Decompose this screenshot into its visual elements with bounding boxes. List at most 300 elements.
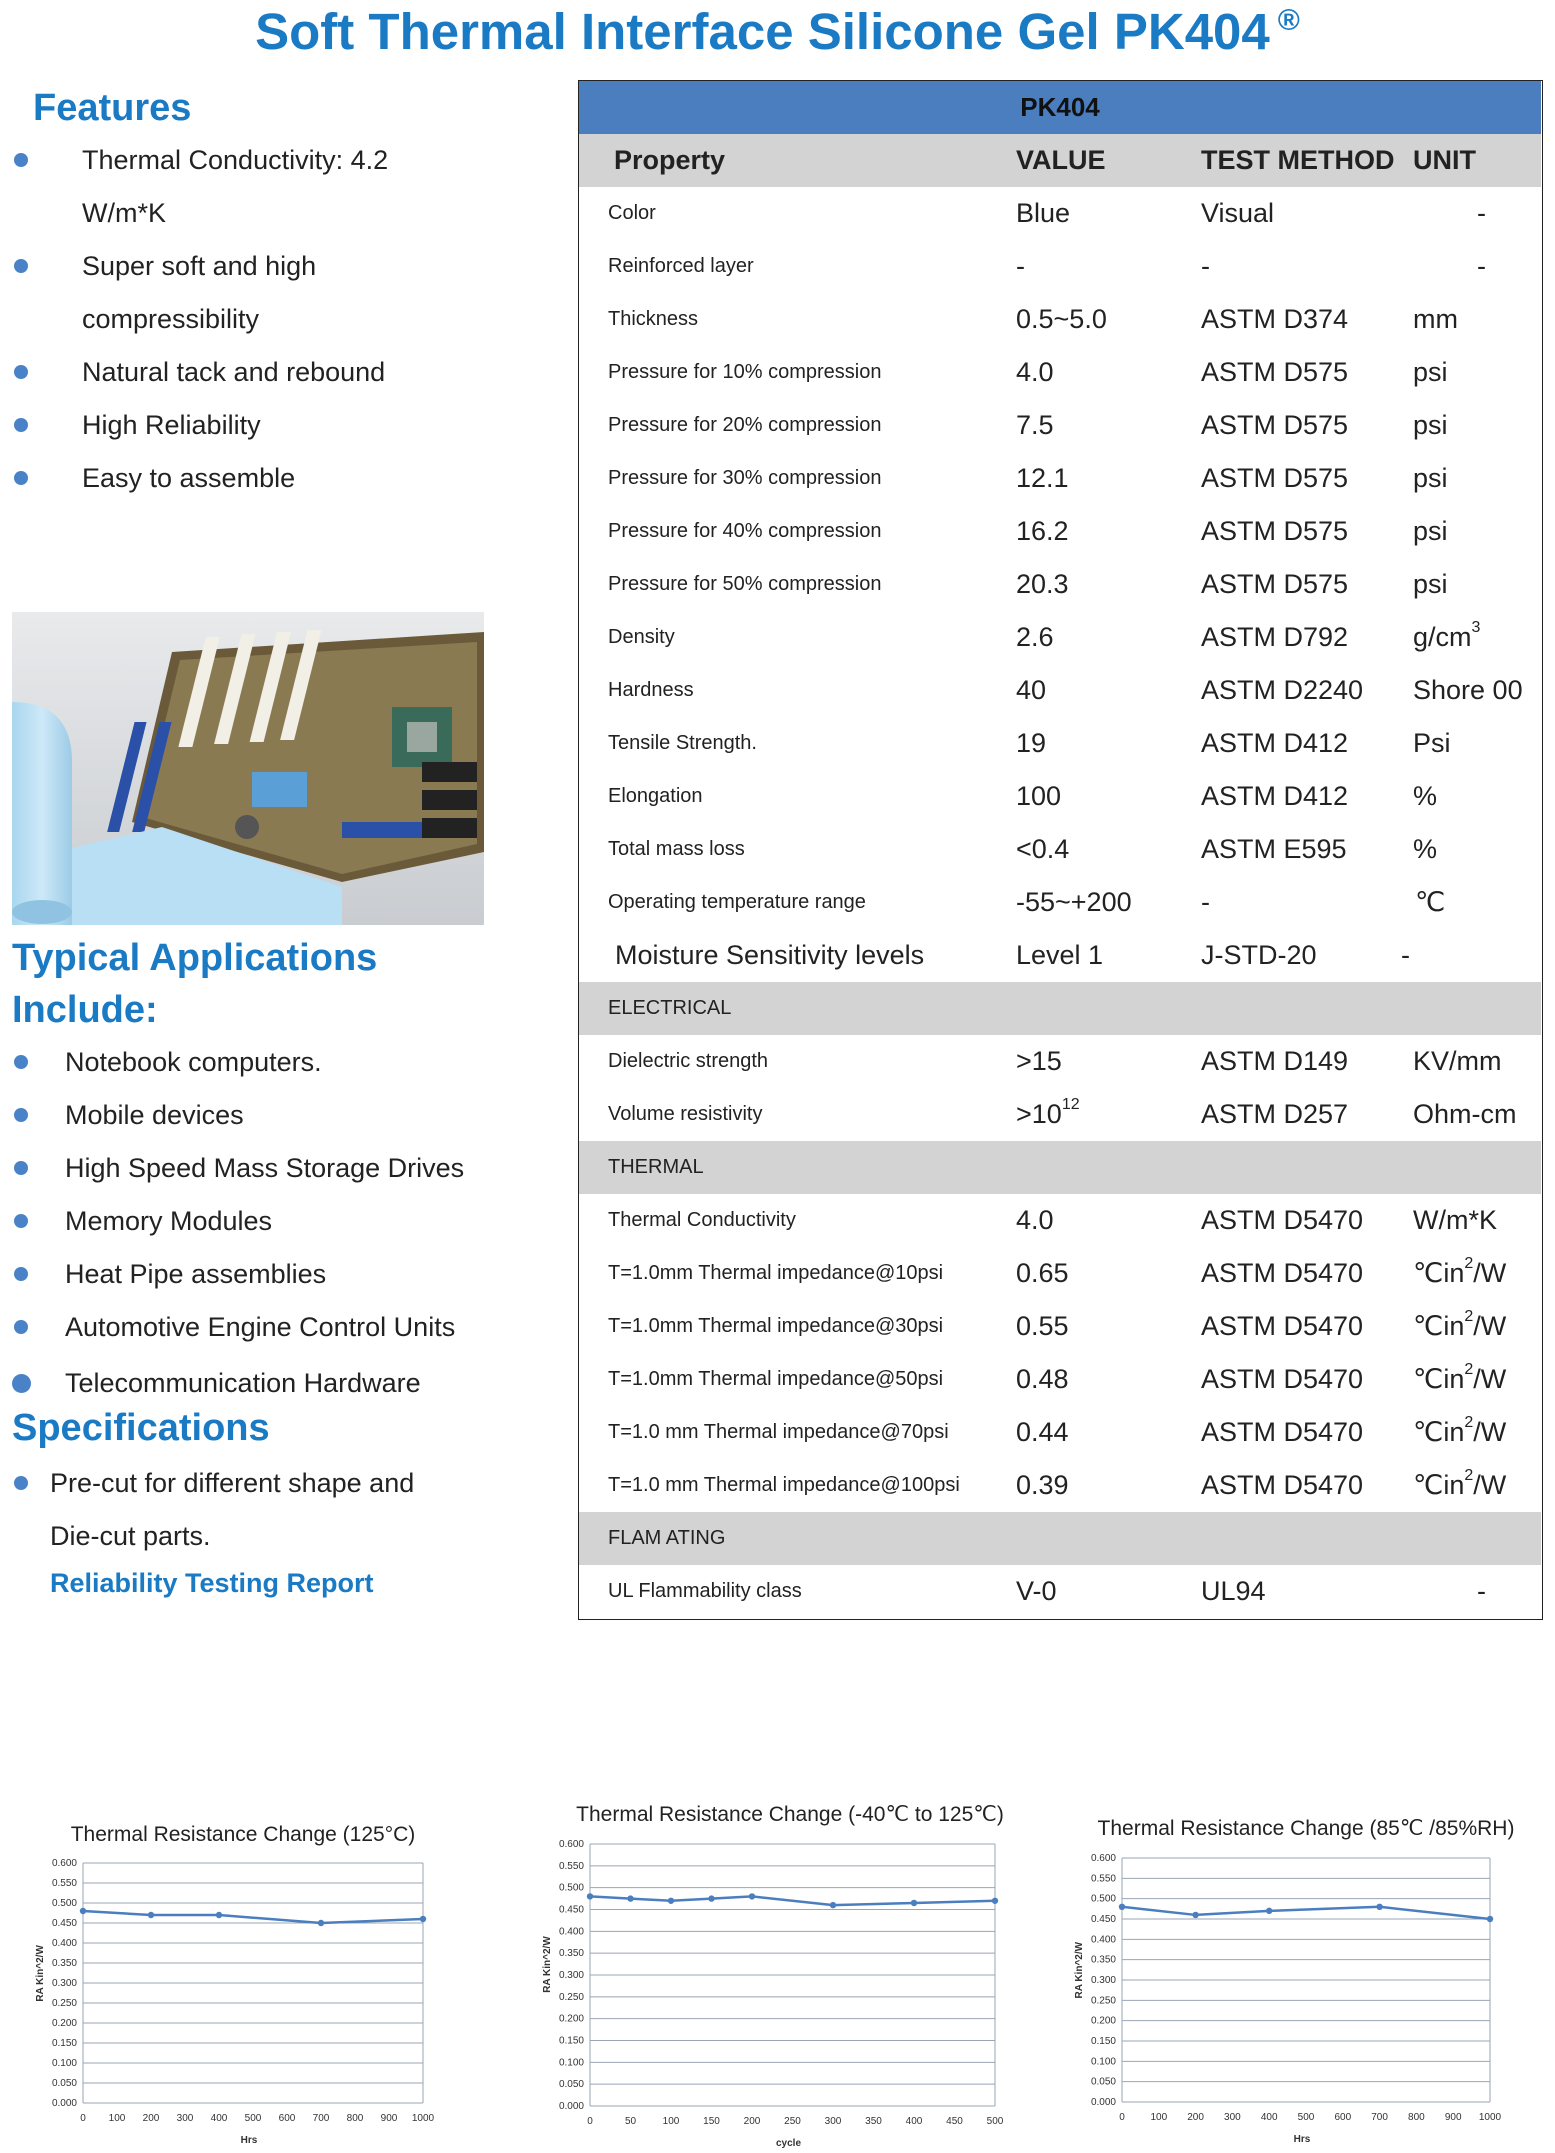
value-text: 0.48 (1016, 1364, 1069, 1394)
list-item-continuation: compressibility (82, 304, 260, 334)
table-row (579, 1035, 1541, 1088)
unit-text: psi (1413, 516, 1448, 546)
specifications-heading: Specifications (12, 1407, 270, 1449)
value-cell (1016, 664, 1046, 717)
value-cell (1016, 1300, 1069, 1353)
value-cell (1016, 505, 1069, 558)
value-text: 20.3 (1016, 569, 1069, 599)
data-point (80, 1908, 86, 1914)
unit-text: KV/mm (1413, 1046, 1502, 1076)
table-row (579, 611, 1541, 664)
method-cell: ASTM D2240 (1201, 675, 1364, 705)
value-text: 4.0 (1016, 1205, 1054, 1235)
bullet-icon (14, 1108, 28, 1122)
value-text: 2.6 (1016, 622, 1054, 652)
property-cell: T=1.0mm Thermal impedance@50psi (608, 1368, 944, 1390)
chart-title: Thermal Resistance Change (85℃ /85%RH) (1097, 1817, 1515, 1840)
x-tick-label: 600 (278, 2113, 296, 2124)
unit-text: - (1477, 198, 1486, 228)
property-cell: Hardness (608, 679, 694, 701)
col-header-method: TEST METHOD (1201, 145, 1395, 175)
list-item: Automotive Engine Control Units (14, 1301, 554, 1354)
unit-cell (1401, 929, 1410, 982)
y-axis-label: RA Kin^2/W (35, 1945, 46, 2002)
unit-cell (1477, 1565, 1486, 1618)
unit-cell (1413, 1088, 1517, 1141)
value-text: 4.0 (1016, 357, 1054, 387)
bullet-icon (14, 418, 28, 432)
data-point (627, 1895, 633, 1901)
col-header-unit: UNIT (1413, 145, 1476, 175)
method-cell: ASTM D374 (1201, 304, 1349, 334)
unit-cell (1413, 611, 1480, 664)
value-text: 100 (1016, 781, 1062, 811)
property-cell: UL Flammability class (608, 1580, 802, 1602)
value-text: Level 1 (1016, 940, 1104, 970)
property-cell: Pressure for 30% compression (608, 467, 882, 489)
value-text: 7.5 (1016, 410, 1054, 440)
unit-text: W/m*K (1413, 1205, 1497, 1235)
unit-text: ℃in (1413, 1417, 1465, 1447)
unit-cell (1413, 399, 1448, 452)
unit-cell (1413, 558, 1448, 611)
unit-text: mm (1413, 304, 1458, 334)
value-cell (1016, 1565, 1057, 1618)
data-point (420, 1916, 426, 1922)
table-section-row (579, 1141, 1541, 1194)
unit-cell (1413, 770, 1437, 823)
unit-text: Shore 00 (1413, 675, 1523, 705)
y-tick-label: 0.400 (51, 1938, 77, 1949)
value-text: >10 (1016, 1099, 1062, 1129)
bullet-icon (14, 1161, 28, 1175)
list-item: Thermal Conductivity: 4.2 (14, 134, 514, 187)
data-point (587, 1893, 593, 1899)
data-point (216, 1912, 222, 1918)
x-tick-label: 900 (380, 2113, 398, 2124)
unit-text: - (1477, 1576, 1486, 1606)
method-cell: ASTM D575 (1201, 463, 1349, 493)
table-row (579, 1194, 1541, 1247)
x-tick-label: 1000 (411, 2113, 435, 2124)
y-tick-label: 0.200 (1090, 2015, 1116, 2027)
unit-exponent: 2 (1464, 1361, 1474, 1378)
bullet-icon (14, 1320, 28, 1334)
section-label: THERMAL (608, 1156, 704, 1178)
value-text: 0.39 (1016, 1470, 1069, 1500)
unit-tail: /W (1473, 1364, 1507, 1394)
value-text: 12.1 (1016, 463, 1069, 493)
property-table (578, 80, 1543, 1620)
unit-text: psi (1413, 463, 1448, 493)
unit-text: psi (1413, 357, 1448, 387)
y-tick-label: 0.000 (1090, 2097, 1116, 2108)
value-text: 0.44 (1016, 1417, 1069, 1447)
method-cell: ASTM E595 (1201, 834, 1347, 864)
y-tick-label: 0.450 (558, 1904, 584, 1916)
value-text: 0.55 (1016, 1311, 1069, 1341)
chart-85c-85rh (1072, 1806, 1515, 2151)
table-row (579, 929, 1541, 982)
x-tick-label: 800 (1408, 2112, 1425, 2123)
value-text: 16.2 (1016, 516, 1069, 546)
property-cell: Density (608, 626, 675, 648)
unit-cell (1413, 346, 1448, 399)
page-title-text: Soft Thermal Interface Silicone Gel PK404 (255, 3, 1270, 60)
line-chart (28, 1808, 468, 2148)
unit-cell (1413, 1300, 1506, 1353)
property-cell: Tensile Strength. (608, 732, 757, 754)
y-tick-label: 0.300 (51, 1978, 77, 1989)
unit-text: ℃in (1413, 1364, 1465, 1394)
y-tick-label: 0.600 (51, 1858, 77, 1869)
table-row (579, 187, 1541, 240)
x-tick-label: 250 (784, 2116, 801, 2127)
property-cell: Thickness (608, 308, 699, 330)
motherboard-illustration (12, 612, 484, 925)
specifications-list (14, 1457, 514, 1563)
method-cell: UL94 (1201, 1576, 1266, 1606)
y-tick-label: 0.500 (558, 1882, 584, 1894)
x-tick-label: 100 (1150, 2112, 1168, 2123)
applications-list (14, 1036, 554, 1410)
x-tick-label: 200 (1187, 2112, 1204, 2123)
method-cell: ASTM D5470 (1201, 1311, 1364, 1341)
method-cell: ASTM D575 (1201, 516, 1349, 546)
table-row (579, 293, 1541, 346)
data-point (1266, 1908, 1272, 1914)
data-point (318, 1920, 324, 1926)
method-cell: Visual (1201, 198, 1275, 228)
data-point (1192, 1912, 1198, 1918)
registered-mark: ® (1277, 4, 1300, 37)
list-item-continuation: W/m*K (82, 198, 166, 228)
x-tick-label: 900 (1444, 2112, 1462, 2123)
data-point (830, 1902, 836, 1908)
value-cell (1016, 770, 1061, 823)
property-cell: T=1.0mm Thermal impedance@30psi (608, 1315, 944, 1337)
value-cell (1016, 1035, 1062, 1088)
x-tick-label: 0 (80, 2113, 86, 2124)
list-item: Easy to assemble (14, 452, 514, 505)
table-row (579, 876, 1541, 929)
y-tick-label: 0.500 (1090, 1893, 1116, 1905)
value-cell (1016, 717, 1046, 770)
value-cell (1016, 1406, 1069, 1459)
method-cell: ASTM D5470 (1201, 1258, 1364, 1288)
unit-text: ℃in (1413, 1470, 1465, 1500)
method-cell: ASTM D5470 (1201, 1364, 1364, 1394)
y-tick-label: 0.250 (558, 1991, 584, 2003)
table-row (579, 1353, 1541, 1406)
x-tick-label: 400 (1260, 2112, 1278, 2123)
property-cell: Color (608, 202, 656, 224)
unit-exponent: 2 (1464, 1255, 1474, 1272)
method-cell: J-STD-20 (1201, 940, 1317, 970)
value-cell (1016, 876, 1132, 929)
unit-tail: /W (1473, 1311, 1507, 1341)
table-row (579, 664, 1541, 717)
reliability-report-link[interactable]: Reliability Testing Report (50, 1568, 374, 1598)
y-tick-label: 0.150 (1090, 2036, 1116, 2047)
y-tick-label: 0.450 (1090, 1914, 1116, 1925)
line-chart (1072, 1806, 1515, 2151)
table-row (579, 505, 1541, 558)
value-cell (1016, 293, 1107, 346)
x-tick-label: 800 (346, 2113, 364, 2124)
list-item: High Reliability (14, 399, 514, 452)
table-row (579, 1300, 1541, 1353)
table-section-row (579, 982, 1541, 1035)
property-cell: Operating temperature range (608, 891, 866, 913)
table-row (579, 399, 1541, 452)
x-tick-label: 100 (662, 2116, 680, 2127)
value-cell (1016, 240, 1025, 293)
unit-exponent: 3 (1471, 619, 1481, 636)
unit-tail: /W (1473, 1258, 1507, 1288)
y-tick-label: 0.100 (1090, 2056, 1116, 2068)
unit-text: ℃in (1413, 1311, 1465, 1341)
value-cell (1016, 611, 1054, 664)
value-text: Blue (1016, 198, 1071, 228)
y-tick-label: 0.000 (51, 2098, 77, 2109)
unit-text: psi (1413, 569, 1448, 599)
chart-125c (28, 1808, 468, 2148)
value-cell (1016, 929, 1103, 982)
method-cell: ASTM D792 (1201, 622, 1349, 652)
x-tick-label: 1000 (1478, 2112, 1502, 2123)
table-row (579, 717, 1541, 770)
table-header-row (579, 134, 1541, 187)
x-tick-label: 0 (1119, 2112, 1125, 2123)
table-row (579, 558, 1541, 611)
y-tick-label: 0.000 (558, 2101, 584, 2112)
property-cell: Pressure for 50% compression (608, 573, 882, 595)
value-cell (1016, 1353, 1069, 1406)
y-tick-label: 0.150 (51, 2038, 77, 2049)
method-cell: ASTM D257 (1201, 1099, 1349, 1129)
property-cell: Moisture Sensitivity levels (615, 940, 925, 970)
value-exponent: 12 (1061, 1096, 1080, 1113)
unit-tail: /W (1473, 1470, 1507, 1500)
y-tick-label: 0.200 (51, 2018, 77, 2029)
property-cell: Total mass loss (608, 838, 745, 860)
x-tick-label: 300 (176, 2113, 194, 2124)
y-tick-label: 0.100 (558, 2057, 584, 2069)
x-tick-label: 500 (1297, 2112, 1315, 2123)
table-row (579, 1459, 1541, 1512)
method-cell: ASTM D412 (1201, 728, 1349, 758)
col-header-property: Property (614, 145, 726, 175)
value-text: -55~+200 (1016, 887, 1132, 917)
bullet-icon (14, 1267, 28, 1281)
unit-text: % (1413, 781, 1438, 811)
unit-cell (1413, 293, 1458, 346)
data-point (1376, 1904, 1382, 1910)
value-cell (1016, 346, 1054, 399)
unit-text: ℃in (1413, 1258, 1465, 1288)
y-tick-label: 0.300 (1090, 1975, 1116, 1986)
unit-text: - (1477, 251, 1486, 281)
method-cell: ASTM D575 (1201, 357, 1349, 387)
y-tick-label: 0.150 (558, 2035, 584, 2047)
x-tick-label: 0 (587, 2116, 593, 2127)
unit-cell (1413, 505, 1448, 558)
unit-cell (1415, 876, 1445, 929)
unit-exponent: 2 (1464, 1467, 1474, 1484)
product-name: PK404 (1020, 92, 1100, 122)
value-cell (1016, 452, 1069, 505)
unit-text: - (1401, 940, 1410, 970)
data-point (1487, 1916, 1493, 1922)
value-text: 0.5~5.0 (1016, 304, 1107, 334)
x-tick-label: 350 (865, 2116, 882, 2127)
unit-cell (1413, 1247, 1506, 1300)
list-item-continuation: Die-cut parts. (50, 1521, 211, 1551)
unit-cell (1413, 664, 1523, 717)
value-text: 0.65 (1016, 1258, 1069, 1288)
table-row (579, 1247, 1541, 1300)
x-tick-label: 300 (1224, 2112, 1241, 2123)
table-row (579, 770, 1541, 823)
data-point (148, 1912, 154, 1918)
property-cell: Thermal Conductivity (608, 1209, 796, 1231)
x-tick-label: 200 (142, 2113, 160, 2124)
x-tick-label: 500 (244, 2113, 262, 2124)
method-cell: - (1201, 887, 1210, 917)
y-tick-label: 0.600 (1090, 1853, 1116, 1864)
page-title (0, 2, 1555, 61)
x-tick-label: 200 (743, 2116, 761, 2127)
bullet-icon (14, 365, 28, 379)
table-row (579, 1088, 1541, 1141)
value-cell (1016, 1088, 1080, 1141)
y-tick-label: 0.400 (558, 1926, 584, 1938)
property-cell: Dielectric strength (608, 1050, 769, 1072)
value-text: - (1016, 251, 1025, 281)
data-point (992, 1898, 998, 1904)
y-tick-label: 0.350 (558, 1948, 584, 1960)
bullet-icon (14, 1055, 28, 1069)
y-tick-label: 0.100 (51, 2058, 77, 2069)
unit-tail: /W (1473, 1417, 1507, 1447)
unit-exponent: 2 (1464, 1308, 1474, 1325)
y-tick-label: 0.200 (558, 2013, 584, 2025)
value-text: 19 (1016, 728, 1047, 758)
x-tick-label: 700 (1371, 2112, 1388, 2123)
section-label: ELECTRICAL (608, 997, 732, 1019)
y-tick-label: 0.550 (51, 1878, 77, 1889)
line-chart (540, 1796, 1020, 2149)
chart-title: Thermal Resistance Change (125°C) (70, 1823, 416, 1846)
bullet-icon (14, 471, 28, 485)
list-item: Heat Pipe assemblies (14, 1248, 554, 1301)
series-line (590, 1896, 995, 1905)
bullet-icon (12, 1374, 31, 1393)
unit-text: g/cm (1413, 622, 1472, 652)
unit-text: ℃ (1415, 887, 1446, 917)
value-text: <0.4 (1016, 834, 1070, 864)
product-photo (12, 612, 484, 925)
y-axis-label: RA Kin^2/W (1074, 1941, 1085, 1999)
bullet-icon (14, 1214, 28, 1228)
y-tick-label: 0.550 (558, 1860, 584, 1872)
y-tick-label: 0.400 (1090, 1934, 1116, 1946)
unit-cell (1413, 1459, 1506, 1512)
property-cell: T=1.0 mm Thermal impedance@100psi (608, 1474, 960, 1496)
x-tick-label: 600 (1334, 2112, 1352, 2123)
y-tick-label: 0.300 (558, 1970, 584, 1981)
y-tick-label: 0.500 (51, 1898, 77, 1909)
y-tick-label: 0.050 (1090, 2076, 1116, 2088)
unit-cell (1413, 1406, 1506, 1459)
value-cell (1016, 558, 1069, 611)
value-cell (1016, 187, 1070, 240)
chart-thermal-cycle (540, 1796, 1020, 2149)
data-point (911, 1900, 917, 1906)
x-tick-label: 450 (946, 2116, 963, 2127)
x-tick-label: 400 (905, 2116, 923, 2127)
table-row (579, 346, 1541, 399)
property-cell: T=1.0mm Thermal impedance@10psi (608, 1262, 944, 1284)
x-tick-label: 500 (986, 2116, 1004, 2127)
y-tick-label: 0.250 (51, 1998, 77, 2009)
unit-cell (1413, 1353, 1506, 1406)
x-tick-label: 400 (210, 2113, 228, 2124)
unit-text: psi (1413, 410, 1448, 440)
list-item: Notebook computers. (14, 1036, 554, 1089)
bullet-icon (14, 259, 28, 273)
unit-cell (1413, 452, 1448, 505)
y-tick-label: 0.550 (1090, 1873, 1116, 1885)
x-tick-label: 300 (824, 2116, 842, 2127)
unit-cell (1413, 1035, 1502, 1088)
unit-text: % (1413, 834, 1438, 864)
col-header-value: VALUE (1016, 145, 1106, 175)
unit-text: Psi (1413, 728, 1451, 758)
features-heading: Features (33, 87, 192, 129)
y-tick-label: 0.350 (1090, 1954, 1116, 1966)
x-axis-label: cycle (775, 2138, 802, 2149)
unit-exponent: 2 (1464, 1414, 1474, 1431)
bullet-icon (14, 1476, 28, 1490)
y-axis-label: RA Kin^2/W (542, 1936, 553, 1993)
table-row (579, 1565, 1541, 1618)
unit-cell (1413, 823, 1437, 876)
x-tick-label: 150 (703, 2116, 720, 2127)
property-cell: Volume resistivity (608, 1103, 763, 1125)
value-text: 40 (1016, 675, 1047, 705)
x-tick-label: 50 (624, 2116, 637, 2127)
data-point (668, 1898, 674, 1904)
unit-cell (1477, 240, 1486, 293)
list-item: Mobile devices (14, 1089, 554, 1142)
value-cell (1016, 1459, 1069, 1512)
table-row (579, 452, 1541, 505)
value-cell (1016, 1247, 1069, 1300)
x-tick-label: 700 (312, 2113, 330, 2124)
table-row (579, 823, 1541, 876)
property-cell: Pressure for 40% compression (608, 520, 882, 542)
x-axis-label: Hrs (1293, 2134, 1311, 2145)
list-item: Memory Modules (14, 1195, 554, 1248)
series-line (1122, 1907, 1490, 1919)
method-cell: ASTM D575 (1201, 410, 1349, 440)
property-cell: T=1.0 mm Thermal impedance@70psi (608, 1421, 949, 1443)
unit-cell (1477, 187, 1486, 240)
unit-cell (1413, 717, 1451, 770)
list-item: Telecommunication Hardware (14, 1354, 554, 1410)
